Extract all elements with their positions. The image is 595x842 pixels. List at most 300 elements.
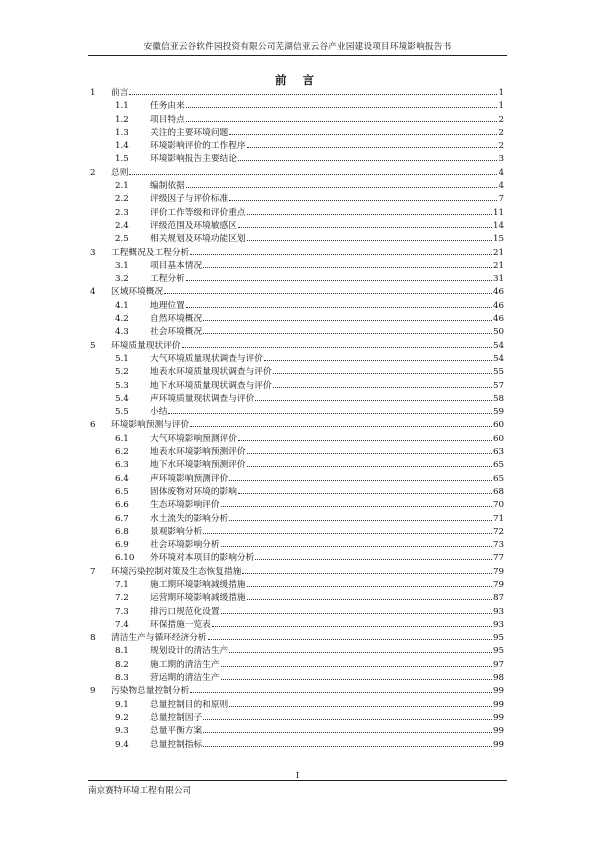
dot-leader — [247, 466, 492, 467]
toc-entry-line — [150, 539, 504, 552]
toc-entry-page: 77 — [492, 553, 504, 564]
toc-entry-page: 54 — [492, 340, 504, 351]
toc-section-entry[interactable] — [88, 539, 504, 552]
toc-entry-number: 5.1 — [115, 353, 129, 364]
toc-entry-line — [111, 87, 504, 100]
toc-section-entry[interactable] — [88, 273, 504, 286]
toc-entry-line — [150, 353, 504, 366]
toc-section-entry[interactable] — [88, 220, 504, 233]
toc-entry-number: 8.2 — [115, 659, 129, 670]
toc-entry-label: 固体废物对环境的影响 — [150, 486, 237, 497]
toc-entry-label: 工程分析 — [150, 274, 185, 285]
toc-entry-page: 60 — [492, 433, 504, 444]
toc-entry-label: 环境污染控制对策及生态恢复措施 — [111, 566, 242, 577]
toc-chapter-entry[interactable] — [88, 286, 504, 299]
dot-leader — [229, 480, 492, 481]
toc-entry-page: 2 — [498, 141, 504, 152]
toc-entry-label: 环境质量现状评价 — [111, 340, 181, 351]
dot-leader — [229, 134, 497, 135]
toc-entry-number: 6.6 — [115, 500, 129, 511]
toc-section-entry[interactable] — [88, 552, 504, 565]
dot-leader — [221, 666, 492, 667]
toc-entry-line — [150, 672, 504, 685]
toc-entry-page: 79 — [492, 579, 504, 590]
toc-entry-page: 99 — [492, 699, 504, 710]
dot-leader — [182, 347, 492, 348]
toc-entry-label: 小结 — [150, 407, 168, 418]
toc-section-entry[interactable] — [88, 127, 504, 140]
toc-section-entry[interactable] — [88, 473, 504, 486]
toc-entry-number: 6.10 — [115, 553, 135, 564]
toc-entry-page: 21 — [492, 247, 504, 258]
toc-entry-number: 6.2 — [115, 447, 129, 458]
toc-entry-page: 98 — [492, 673, 504, 684]
toc-entry-number: 5.4 — [115, 393, 129, 404]
toc-entry-line — [150, 433, 504, 446]
toc-entry-page: 93 — [492, 606, 504, 617]
toc-chapter-entry[interactable] — [88, 685, 504, 698]
toc-entry-line — [111, 286, 504, 299]
dot-leader — [129, 174, 497, 175]
toc-entry-line — [150, 260, 504, 273]
toc-entry-line — [150, 300, 504, 313]
toc-section-entry[interactable] — [88, 645, 504, 658]
toc-entry-label: 外环境对本项目的影响分析 — [150, 553, 255, 564]
toc-entry-line — [111, 566, 504, 579]
dot-leader — [203, 746, 492, 747]
toc-entry-line — [111, 340, 504, 353]
toc-entry-page: 21 — [492, 260, 504, 271]
running-footer: 南京赛特环境工程有限公司 — [88, 780, 507, 796]
toc-entry-page: 95 — [492, 633, 504, 644]
toc-entry-line — [150, 579, 504, 592]
toc-chapter-entry[interactable] — [88, 419, 504, 432]
dot-leader — [186, 187, 498, 188]
dot-leader — [203, 533, 492, 534]
toc-entry-page: 54 — [492, 353, 504, 364]
toc-entry-line — [150, 619, 504, 632]
toc-section-entry[interactable] — [88, 739, 504, 752]
toc-section-entry[interactable] — [88, 659, 504, 672]
toc-entry-page: 59 — [492, 407, 504, 418]
dot-leader — [238, 440, 492, 441]
toc-entry-page: 1 — [498, 88, 504, 98]
toc-entry-number: 7.4 — [115, 619, 129, 630]
toc-entry-label: 环保措施一览表 — [150, 619, 211, 630]
toc-entry-line — [150, 180, 504, 193]
dot-leader — [255, 559, 492, 560]
dot-leader — [238, 227, 492, 228]
toc-entry-label: 大气环境影响预测评价 — [150, 433, 237, 444]
toc-entry-line — [150, 486, 504, 499]
toc-entry-page: 58 — [492, 393, 504, 404]
toc-entry-line — [111, 419, 504, 432]
toc-entry-number: 6.8 — [115, 526, 129, 537]
toc-entry-label: 关注的主要环境问题 — [150, 127, 229, 138]
toc-entry-line — [150, 739, 504, 752]
toc-section-entry[interactable] — [88, 260, 504, 273]
dot-leader — [247, 599, 492, 600]
dot-leader — [229, 706, 492, 707]
toc-entry-number: 6 — [90, 420, 96, 431]
toc-entry-page: 50 — [492, 327, 504, 338]
toc-section-entry[interactable] — [88, 606, 504, 619]
toc-section-entry[interactable] — [88, 406, 504, 419]
toc-entry-line — [150, 446, 504, 459]
toc-chapter-entry[interactable] — [88, 632, 504, 645]
toc-section-entry[interactable] — [88, 100, 504, 113]
dot-leader — [247, 453, 492, 454]
toc-entry-page: 79 — [492, 566, 504, 577]
toc-entry-line — [150, 114, 504, 127]
toc-section-entry[interactable] — [88, 712, 504, 725]
toc-entry-line — [150, 659, 504, 672]
toc-section-entry[interactable] — [88, 366, 504, 379]
toc-entry-label: 评级因子与评价标准 — [150, 194, 229, 205]
dot-leader — [186, 121, 498, 122]
toc-entry-number: 7.1 — [115, 579, 129, 590]
dot-leader — [212, 626, 492, 627]
toc-entry-label: 编制依据 — [150, 181, 185, 192]
toc-entry-page: 11 — [492, 207, 504, 218]
toc-entry-number: 6.1 — [115, 433, 129, 444]
toc-section-entry[interactable] — [88, 393, 504, 406]
toc-entry-label: 评级范围及环境敏感区 — [150, 220, 237, 231]
toc-section-entry[interactable] — [88, 233, 504, 246]
dot-leader — [164, 293, 492, 294]
dot-leader — [221, 506, 492, 507]
table-of-contents — [88, 87, 504, 752]
toc-section-entry[interactable] — [88, 433, 504, 446]
toc-entry-page: 71 — [492, 513, 504, 524]
toc-chapter-entry[interactable] — [88, 167, 504, 180]
toc-entry-number: 4 — [90, 287, 96, 298]
toc-entry-line — [150, 699, 504, 712]
toc-entry-number: 2.1 — [115, 181, 129, 192]
toc-entry-page: 4 — [498, 181, 504, 192]
toc-section-entry[interactable] — [88, 300, 504, 313]
toc-entry-number: 9.4 — [115, 739, 129, 750]
dot-leader — [186, 107, 498, 108]
toc-entry-line — [150, 459, 504, 472]
toc-entry-page: 95 — [492, 646, 504, 657]
toc-chapter-entry[interactable] — [88, 87, 504, 100]
toc-entry-line — [150, 326, 504, 339]
toc-section-entry[interactable] — [88, 592, 504, 605]
toc-entry-page: 72 — [492, 526, 504, 537]
toc-entry-number: 2.4 — [115, 220, 129, 231]
toc-entry-label: 区域环境概况 — [111, 287, 164, 298]
toc-entry-number: 1.2 — [115, 114, 129, 125]
toc-entry-page: 46 — [492, 287, 504, 298]
dot-leader — [238, 493, 492, 494]
toc-section-entry[interactable] — [88, 114, 504, 127]
toc-section-entry[interactable] — [88, 153, 504, 166]
toc-entry-number: 7 — [90, 566, 96, 577]
dot-leader — [242, 573, 492, 574]
toc-entry-line — [150, 406, 504, 419]
toc-entry-page: 99 — [492, 712, 504, 723]
toc-section-entry[interactable] — [88, 313, 504, 326]
toc-entry-number: 2.5 — [115, 234, 129, 245]
toc-section-entry[interactable] — [88, 380, 504, 393]
toc-entry-label: 总量控制目的和原则 — [150, 699, 229, 710]
toc-entry-number: 6.9 — [115, 540, 129, 551]
toc-entry-page: 97 — [492, 659, 504, 670]
toc-entry-number: 4.1 — [115, 300, 129, 311]
toc-entry-label: 地表水环境影响预测评价 — [150, 447, 246, 458]
toc-entry-label: 施工期环境影响减缓措施 — [150, 579, 246, 590]
toc-section-entry[interactable] — [88, 699, 504, 712]
toc-entry-page: 87 — [492, 593, 504, 604]
toc-entry-line — [150, 393, 504, 406]
toc-entry-label: 环境影响报告主要结论 — [150, 154, 237, 165]
toc-entry-label: 大气环境质量现状调查与评价 — [150, 353, 263, 364]
toc-entry-page: 65 — [492, 460, 504, 471]
toc-entry-label: 地理位置 — [150, 300, 185, 311]
dot-leader — [221, 613, 492, 614]
toc-entry-line — [150, 606, 504, 619]
toc-entry-line — [150, 233, 504, 246]
toc-entry-number: 5.5 — [115, 407, 129, 418]
dot-leader — [190, 692, 492, 693]
toc-entry-page: 65 — [492, 473, 504, 484]
toc-entry-label: 总量控制指标 — [150, 739, 203, 750]
toc-entry-number: 2.2 — [115, 194, 129, 205]
toc-entry-label: 地下水环境影响预测评价 — [150, 460, 246, 471]
dot-leader — [273, 373, 492, 374]
toc-entry-label: 排污口规范化设置 — [150, 606, 220, 617]
toc-entry-line — [150, 526, 504, 539]
dot-leader — [186, 280, 492, 281]
toc-entry-number: 1.4 — [115, 141, 129, 152]
toc-entry-page: 99 — [492, 726, 504, 737]
toc-section-entry[interactable] — [88, 725, 504, 738]
dot-leader — [203, 320, 492, 321]
toc-entry-page: 99 — [492, 686, 504, 697]
toc-entry-line — [150, 513, 504, 526]
toc-section-entry[interactable] — [88, 207, 504, 220]
dot-leader — [221, 679, 492, 680]
toc-entry-label: 相关规划及环境功能区划 — [150, 234, 246, 245]
toc-entry-page: 46 — [492, 300, 504, 311]
toc-section-entry[interactable] — [88, 326, 504, 339]
toc-entry-number: 6.7 — [115, 513, 129, 524]
dot-leader — [168, 413, 492, 414]
dot-leader — [221, 546, 492, 547]
toc-entry-label: 项目基本情况 — [150, 260, 203, 271]
toc-entry-number: 4.3 — [115, 327, 129, 338]
toc-section-entry[interactable] — [88, 446, 504, 459]
toc-entry-number: 1.3 — [115, 127, 129, 138]
toc-entry-line — [150, 366, 504, 379]
toc-entry-label: 总量平衡方案 — [150, 726, 203, 737]
toc-section-entry[interactable] — [88, 140, 504, 153]
toc-entry-number: 2.3 — [115, 207, 129, 218]
toc-entry-number: 1.5 — [115, 154, 129, 165]
toc-entry-page: 93 — [492, 619, 504, 630]
dot-leader — [238, 160, 498, 161]
toc-entry-page: 70 — [492, 500, 504, 511]
toc-section-entry[interactable] — [88, 579, 504, 592]
toc-entry-label: 景观影响分析 — [150, 526, 203, 537]
toc-entry-page: 2 — [498, 127, 504, 138]
toc-entry-label: 项目特点 — [150, 114, 185, 125]
toc-entry-number: 7.3 — [115, 606, 129, 617]
toc-entry-label: 地表水环境质量现状调查与评价 — [150, 367, 272, 378]
toc-entry-page: 3 — [498, 154, 504, 165]
toc-entry-line — [150, 313, 504, 326]
toc-entry-number: 6.5 — [115, 486, 129, 497]
dot-leader — [255, 400, 492, 401]
dot-leader — [229, 200, 497, 201]
toc-section-entry[interactable] — [88, 499, 504, 512]
toc-entry-label: 自然环境概况 — [150, 314, 203, 325]
dot-leader — [203, 719, 492, 720]
toc-entry-number: 8.3 — [115, 673, 129, 684]
toc-section-entry[interactable] — [88, 459, 504, 472]
toc-entry-line — [111, 247, 504, 260]
toc-entry-line — [150, 592, 504, 605]
toc-entry-page: 55 — [492, 367, 504, 378]
toc-entry-line — [150, 380, 504, 393]
toc-entry-number: 6.4 — [115, 473, 129, 484]
toc-entry-page: 14 — [492, 220, 504, 231]
toc-entry-page: 4 — [498, 167, 504, 178]
toc-entry-label: 生态环境影响评价 — [150, 500, 220, 511]
toc-entry-number: 9 — [90, 686, 96, 697]
toc-entry-number: 2 — [90, 167, 96, 178]
toc-entry-line — [111, 632, 504, 645]
dot-leader — [229, 652, 492, 653]
dot-leader — [203, 267, 492, 268]
toc-entry-line — [150, 140, 504, 153]
dot-leader — [186, 307, 492, 308]
toc-entry-label: 评价工作等级和评价重点 — [150, 207, 246, 218]
toc-entry-label: 施工期的清洁生产 — [150, 659, 220, 670]
toc-entry-number: 5.2 — [115, 367, 129, 378]
toc-entry-number: 5 — [90, 340, 96, 351]
dot-leader — [129, 94, 497, 95]
toc-entry-number: 5.3 — [115, 380, 129, 391]
toc-entry-page: 63 — [492, 447, 504, 458]
toc-entry-line — [150, 273, 504, 286]
toc-chapter-entry[interactable] — [88, 247, 504, 260]
dot-leader — [273, 387, 492, 388]
toc-entry-page: 46 — [492, 314, 504, 325]
toc-entry-line — [150, 552, 504, 565]
toc-entry-label: 社会环境概况 — [150, 327, 203, 338]
toc-entry-number: 1 — [90, 88, 96, 98]
toc-entry-label: 规划设计的清洁生产 — [150, 646, 229, 657]
toc-entry-label: 声环境质量现状调查与评价 — [150, 393, 255, 404]
toc-entry-number: 9.2 — [115, 712, 129, 723]
toc-entry-label: 清洁生产与循环经济分析 — [111, 633, 207, 644]
toc-entry-line — [150, 725, 504, 738]
toc-entry-number: 8.1 — [115, 646, 129, 657]
toc-entry-page: 2 — [498, 114, 504, 125]
toc-entry-page: 31 — [492, 274, 504, 285]
toc-entry-number: 7.2 — [115, 593, 129, 604]
toc-entry-label: 水土流失的影响分析 — [150, 513, 229, 524]
toc-section-entry[interactable] — [88, 180, 504, 193]
toc-entry-page: 99 — [492, 739, 504, 750]
toc-section-entry[interactable] — [88, 193, 504, 206]
toc-entry-label: 声环境影响预测评价 — [150, 473, 229, 484]
toc-entry-line — [150, 207, 504, 220]
toc-section-entry[interactable] — [88, 672, 504, 685]
toc-entry-label: 营运期的清洁生产 — [150, 673, 220, 684]
dot-leader — [208, 639, 492, 640]
toc-section-entry[interactable] — [88, 619, 504, 632]
toc-entry-label: 运营期环境影响减缓措施 — [150, 593, 246, 604]
toc-entry-label: 社会环境影响分析 — [150, 540, 220, 551]
dot-leader — [264, 360, 492, 361]
toc-entry-line — [111, 167, 504, 180]
toc-entry-page: 15 — [492, 234, 504, 245]
toc-chapter-entry[interactable] — [88, 566, 504, 579]
toc-entry-label: 污染物总量控制分析 — [111, 686, 190, 697]
toc-entry-label: 环境影响预测与评价 — [111, 420, 190, 431]
page-number: I — [295, 771, 300, 781]
toc-entry-label: 地下水环境质量现状调查与评价 — [150, 380, 272, 391]
dot-leader — [190, 426, 492, 427]
toc-entry-page: 1 — [498, 101, 504, 112]
toc-entry-line — [150, 712, 504, 725]
toc-entry-number: 3.2 — [115, 274, 129, 285]
toc-entry-number: 9.3 — [115, 726, 129, 737]
toc-entry-line — [150, 220, 504, 233]
toc-entry-number: 3.1 — [115, 260, 129, 271]
toc-entry-label: 工程概况及工程分析 — [111, 247, 190, 258]
toc-entry-number: 9.1 — [115, 699, 129, 710]
toc-section-entry[interactable] — [88, 526, 504, 539]
toc-entry-page: 73 — [492, 540, 504, 551]
toc-entry-page: 7 — [498, 194, 504, 205]
toc-section-entry[interactable] — [88, 486, 504, 499]
toc-entry-label: 总量控制因子 — [150, 712, 203, 723]
dot-leader — [203, 732, 492, 733]
toc-entry-label: 任务由来 — [150, 101, 185, 112]
toc-entry-line — [150, 473, 504, 486]
toc-entry-line — [150, 153, 504, 166]
toc-entry-label: 前言 — [111, 88, 129, 98]
toc-section-entry[interactable] — [88, 513, 504, 526]
toc-entry-number: 3 — [90, 247, 96, 258]
toc-entry-number: 8 — [90, 633, 96, 644]
running-header: 安徽信亚云谷软件园投资有限公司芜湖信亚云谷产业园建设项目环境影响报告书 — [88, 40, 507, 56]
toc-entry-number: 1.1 — [115, 101, 129, 112]
dot-leader — [247, 147, 498, 148]
toc-section-entry[interactable] — [88, 353, 504, 366]
toc-entry-number: 6.3 — [115, 460, 129, 471]
toc-entry-number: 4.2 — [115, 314, 129, 325]
dot-leader — [229, 520, 492, 521]
toc-entry-page: 68 — [492, 486, 504, 497]
toc-chapter-entry[interactable] — [88, 340, 504, 353]
toc-entry-line — [150, 127, 504, 140]
toc-entry-page: 57 — [492, 380, 504, 391]
toc-entry-line — [150, 499, 504, 512]
toc-entry-line — [150, 100, 504, 113]
dot-leader — [247, 586, 492, 587]
dot-leader — [190, 254, 492, 255]
page-title: 前 言 — [274, 73, 320, 87]
dot-leader — [247, 214, 492, 215]
toc-entry-line — [150, 193, 504, 206]
toc-entry-label: 环境影响评价的工作程序 — [150, 141, 246, 152]
toc-entry-line — [150, 645, 504, 658]
